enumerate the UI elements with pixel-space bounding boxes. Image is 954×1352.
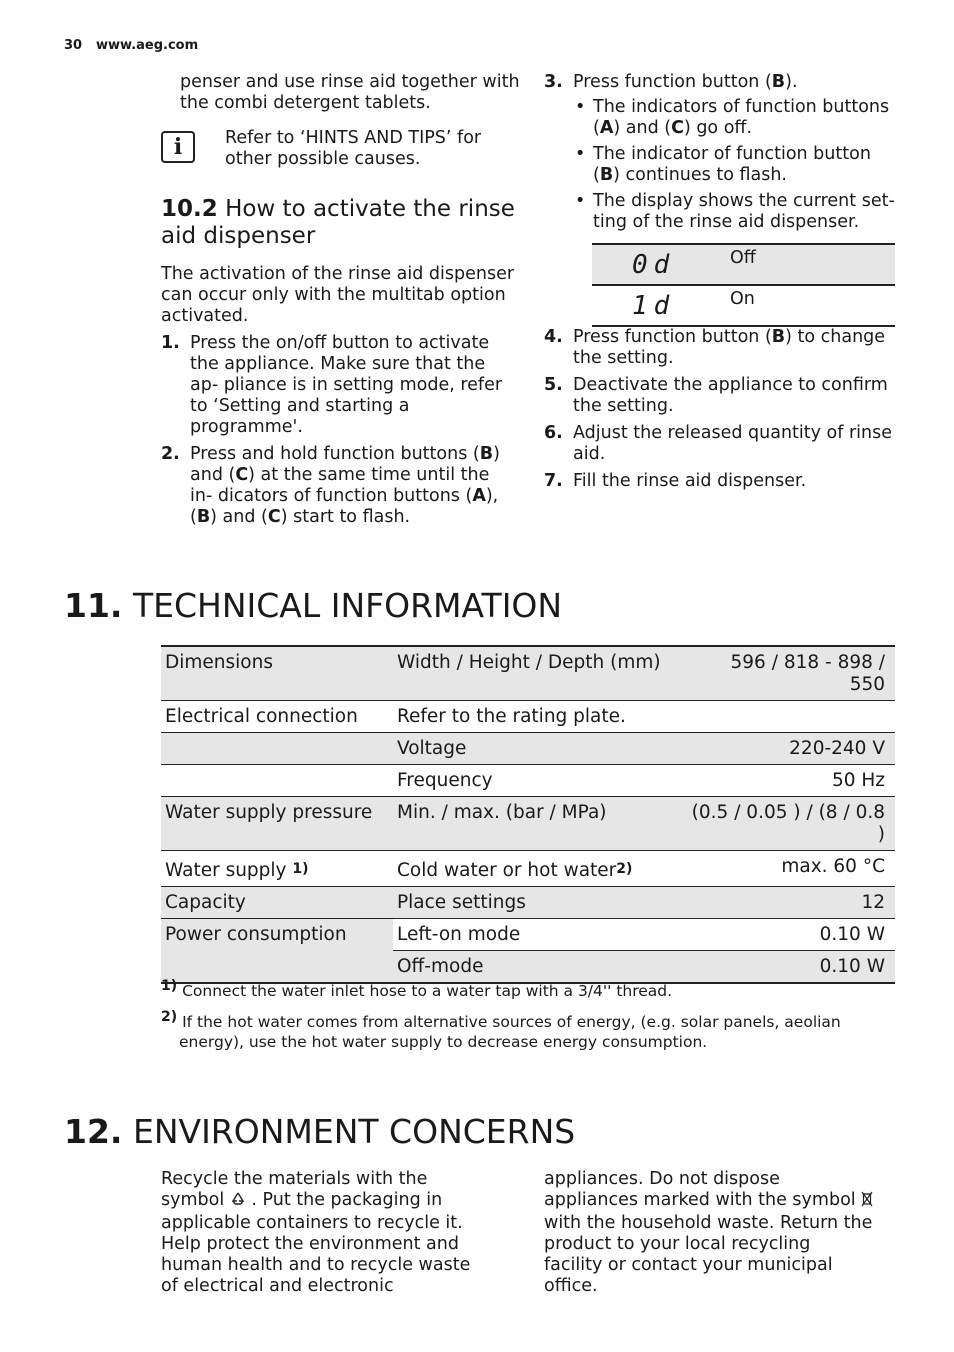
chapter-title: ENVIRONMENT CONCERNS: [132, 1112, 576, 1151]
step-text: ) at the same time until the in- dicators of function buttons (: [190, 465, 490, 506]
chapter-heading-environment: [64, 1113, 575, 1151]
environment-text-left: [161, 1169, 471, 1297]
list-item: [161, 444, 517, 528]
table-cell: Min. / max. (bar / MPa): [393, 797, 687, 851]
environment-text-right: [544, 1169, 874, 1297]
info-note: Refer to ‘HINTS AND TIPS’ for other possible causes.: [225, 128, 482, 169]
button-letter: B: [771, 72, 786, 92]
display-symbol: 0d: [632, 249, 676, 280]
environment-text: Recycle the materials with the symbol: [161, 1169, 428, 1210]
step-number: 5.: [544, 375, 563, 395]
footnote: [161, 976, 895, 1001]
table-cell: 220-240 V: [687, 733, 895, 765]
footnote-ref: 2): [616, 861, 633, 877]
table-cell: Electrical connection: [165, 706, 358, 727]
step-text: ) and (: [190, 444, 500, 485]
section-paragraph: The activation of the rinse aid dispenser can occur only with the multitab option activated.: [161, 264, 515, 326]
footnotes: [161, 976, 895, 1052]
section-number: 10.2: [161, 196, 218, 222]
step-number: 6.: [544, 423, 563, 443]
table-cell: Width / Height / Depth (mm): [393, 646, 687, 701]
footnote-text: Connect the water inlet hose to a water tap with a 3/4'' thread.: [182, 982, 673, 1001]
step-text: ) start to flash.: [280, 507, 411, 527]
footnote-mark: 1): [161, 978, 178, 994]
table-cell: [161, 851, 393, 887]
step-number: 1.: [161, 333, 180, 353]
step-text: ), (: [190, 486, 499, 527]
display-label: Off: [730, 248, 756, 268]
intro-text: penser and use rinse aid together with the combi detergent tablets.: [180, 72, 520, 113]
display-table: [592, 243, 895, 327]
bullet-text: The indicator of function button (: [593, 144, 871, 185]
bullet-text: The display shows the current set- ting of the rinse aid dispenser.: [593, 191, 895, 232]
table-cell: Dimensions: [161, 646, 393, 701]
step-text: Deactivate the appliance to confirm the setting.: [573, 375, 888, 416]
bullet-text: The indicators of function buttons (: [593, 97, 890, 138]
step-text: Press the on/off button to activate the appliance. Make sure that the ap- pliance is in setting mode, refer to ‘Setting and starting a programme'.: [190, 333, 503, 437]
section-heading-10-2: [161, 196, 517, 250]
button-letter: B: [196, 507, 211, 527]
recycle-icon: [230, 1191, 246, 1213]
list-item: [544, 375, 896, 417]
table-cell: (0.5 / 0.05 ) / (8 / 0.8 ): [687, 797, 895, 851]
list-item: [544, 327, 896, 369]
button-letter: B: [599, 165, 614, 185]
bullet-item: [573, 97, 896, 139]
website-url: www.aeg.com: [96, 38, 199, 53]
display-row-off: [592, 245, 895, 284]
bullet-text: ) go off.: [683, 118, 753, 138]
chapter-number: 12.: [64, 1112, 123, 1151]
table-cell: 0.10 W: [819, 924, 885, 945]
step-text: Adjust the released quantity of rinse aid.: [573, 423, 893, 464]
table-cell: 50 Hz: [831, 770, 885, 791]
button-letter: C: [267, 507, 281, 527]
table-cell: Power consumption: [161, 919, 393, 984]
table-cell: Voltage: [393, 733, 687, 765]
environment-text: appliances. Do not dispose appliances marked with the symbol: [544, 1169, 856, 1210]
chapter-title: TECHNICAL INFORMATION: [132, 586, 563, 625]
step-number: 7.: [544, 471, 563, 491]
table-row: [161, 851, 895, 887]
step-number: 4.: [544, 327, 563, 347]
list-item: [544, 423, 896, 465]
button-letter: A: [599, 118, 614, 138]
footnote: [161, 1007, 895, 1052]
table-cell: Frequency: [397, 770, 493, 791]
list-item: [161, 333, 517, 438]
table-cell: [393, 851, 687, 887]
table-cell: Capacity: [161, 887, 393, 919]
table-cell: Left-on mode: [397, 924, 521, 945]
steps-list-left: [161, 333, 517, 534]
table-row: [161, 765, 895, 797]
bullet-text: ) continues to flash.: [613, 165, 787, 185]
footnote-mark: 2): [161, 1009, 178, 1026]
list-item: [544, 471, 896, 492]
table-cell: Water supply pressure: [161, 797, 393, 851]
table-cell: 596 / 818 - 898 / 550: [687, 646, 895, 701]
footnote-text: If the hot water comes from alternative sources of energy, (e.g. solar panels, aeolian energy), use the hot water supply to decrease energy consumption.: [179, 1013, 841, 1052]
bullet-item: [573, 144, 896, 186]
table-cell: [161, 765, 393, 797]
step-text: ) and (: [210, 507, 268, 527]
button-letter: B: [771, 327, 786, 347]
environment-text: with the household waste. Return the product to your local recycling facility or contact your municipal office.: [544, 1213, 873, 1296]
table-cell: Off-mode: [393, 951, 687, 984]
display-label: On: [730, 289, 755, 309]
table-cell: Place settings: [393, 887, 687, 919]
button-letter: C: [671, 118, 684, 138]
step-text: Press and hold function buttons (: [190, 444, 480, 464]
step-text: Fill the rinse aid dispenser.: [573, 471, 807, 491]
bullet-list: [573, 97, 896, 233]
chapter-heading-technical: [64, 587, 562, 625]
crossed-bin-icon: [861, 1191, 873, 1213]
step-text: Press function button (: [573, 72, 772, 92]
step-text: ).: [785, 72, 798, 92]
environment-text: . Put the packaging in applicable containers to recycle it. Help protect the environment and human health and to recycle waste of electrical and electronic: [161, 1190, 471, 1296]
section-title: How to activate the rinse aid dispenser: [161, 196, 515, 249]
table-cell: Refer to the rating plate.: [397, 706, 626, 727]
table-row: [161, 646, 895, 701]
steps-list-right-top: [544, 72, 896, 233]
display-row-on: [592, 284, 895, 325]
table-cell: 0.10 W: [687, 951, 895, 984]
cell-text: Water supply: [165, 860, 287, 881]
table-cell: 12: [687, 887, 895, 919]
technical-table: [161, 645, 895, 984]
bullet-text: ) and (: [613, 118, 672, 138]
step-text: Press function button (: [573, 327, 772, 347]
table-cell: [161, 733, 393, 765]
table-row: [161, 919, 895, 951]
step-number: 3.: [544, 72, 563, 92]
step-text: ) to change the setting.: [573, 327, 886, 368]
table-row: [161, 797, 895, 851]
button-letter: B: [479, 444, 494, 464]
table-row: [161, 887, 895, 919]
cell-text: Cold water or hot water: [397, 860, 617, 881]
button-letter: A: [472, 486, 486, 506]
steps-list-right-bottom: [544, 327, 896, 498]
table-row: [161, 701, 895, 733]
table-cell: max. 60 °C: [781, 856, 885, 877]
right-column: [544, 72, 896, 233]
bullet-item: [573, 191, 896, 233]
table-cell: [687, 701, 895, 733]
list-item: [544, 72, 896, 233]
button-letter: C: [235, 465, 249, 485]
info-icon: i: [161, 131, 195, 163]
display-symbol: 1d: [632, 290, 676, 321]
page-number: 30: [64, 38, 83, 53]
table-row: [161, 733, 895, 765]
footnote-ref: 1): [292, 861, 309, 877]
step-number: 2.: [161, 444, 180, 464]
chapter-number: 11.: [64, 586, 123, 625]
